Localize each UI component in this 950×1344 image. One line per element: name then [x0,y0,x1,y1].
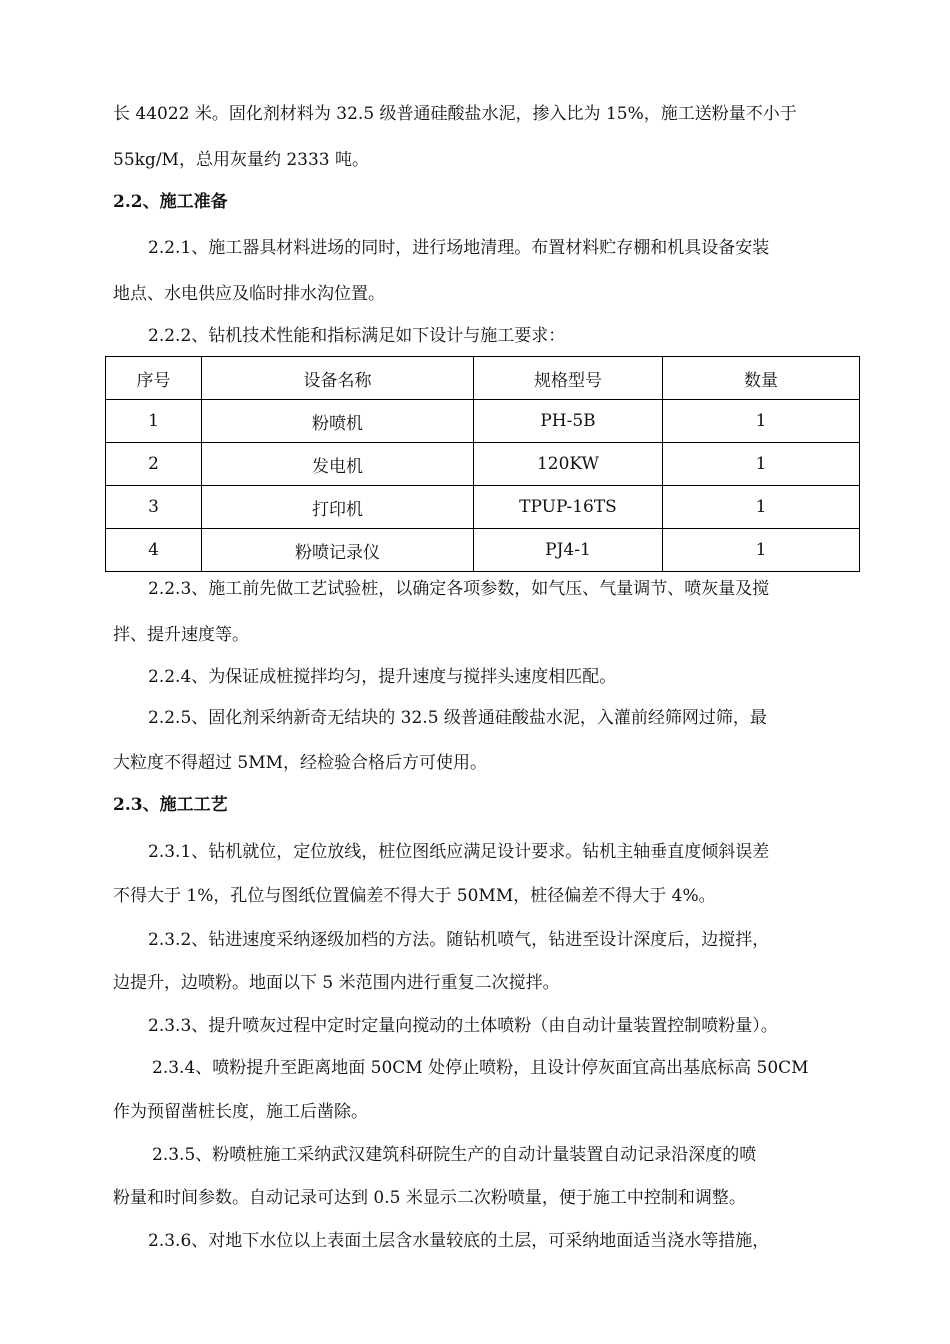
table-cell: 4 [106,529,202,572]
section-heading: 2.3、施工工艺 [113,795,228,815]
paragraph-line: 2.3.3、提升喷灰过程中定时定量向搅动的土体喷粉（由自动计量装置控制喷粉量）。 [148,1016,778,1036]
paragraph-line: 2.3.1、钻机就位，定位放线，桩位图纸应满足设计要求。钻机主轴垂直度倾斜误差 [148,842,770,862]
paragraph-line: 2.2.3、施工前先做工艺试验桩，以确定各项参数，如气压、气量调节、喷灰量及搅 [148,579,770,599]
paragraph-line: 地点、水电供应及临时排水沟位置。 [113,284,385,304]
paragraph-line: 2.2.2、钻机技术性能和指标满足如下设计与施工要求： [148,326,566,346]
paragraph-line: 2.2.1、施工器具材料进场的同时，进行场地清理。布置材料贮存棚和机具设备安装 [148,238,770,258]
table-cell: 3 [106,486,202,529]
paragraph-line: 2.2.5、固化剂采纳新奇无结块的 32.5 级普通硅酸盐水泥，入灌前经筛网过筛，最 [148,708,767,728]
paragraph-line: 2.3.5、粉喷桩施工采纳武汉建筑科研院生产的自动计量装置自动记录沿深度的喷 [152,1145,757,1165]
paragraph-line: 2.3.2、钻进速度采纳逐级加档的方法。随钻机喷气，钻进至设计深度后，边搅拌， [148,930,770,950]
table-header-cell: 数量 [663,357,860,400]
paragraph-line: 2.3.6、对地下水位以上表面土层含水量较底的土层，可采纳地面适当浇水等措施， [148,1231,770,1251]
table-cell: 1 [663,400,860,443]
table-cell: 2 [106,443,202,486]
table-cell: 粉喷记录仪 [202,529,474,572]
table-row [106,400,860,443]
table-cell: 1 [663,529,860,572]
table-header-row [106,357,860,400]
table-cell: 1 [106,400,202,443]
table-cell: 发电机 [202,443,474,486]
table-cell: TPUP-16TS [474,486,663,529]
table-cell: 1 [663,443,860,486]
table-row [106,443,860,486]
table-cell: PJ4-1 [474,529,663,572]
table-header-cell: 设备名称 [202,357,474,400]
table-cell: PH-5B [474,400,663,443]
paragraph-line: 2.2.4、为保证成桩搅拌均匀，提升速度与搅拌头速度相匹配。 [148,667,617,687]
paragraph-line: 55kg/M，总用灰量约 2333 吨。 [113,150,370,170]
paragraph-line: 2.3.4、喷粉提升至距离地面 50CM 处停止喷粉，且设计停灰面宜高出基底标高 50CM [152,1058,809,1078]
table-header-cell: 序号 [106,357,202,400]
table-cell: 打印机 [202,486,474,529]
paragraph-line: 大粒度不得超过 5MM，经检验合格后方可使用。 [113,753,488,773]
paragraph-line: 长 44022 米。固化剂材料为 32.5 级普通硅酸盐水泥，掺入比为 15%，施工送粉量不小于 [113,104,797,124]
table-header-cell: 规格型号 [474,357,663,400]
table-row [106,486,860,529]
equipment-table [105,356,860,572]
paragraph-line: 不得大于 1%，孔位与图纸位置偏差不得大于 50MM，桩径偏差不得大于 4%。 [113,886,716,906]
table-row [106,529,860,572]
paragraph-line: 拌、提升速度等。 [113,625,249,645]
paragraph-line: 边提升，边喷粉。地面以下 5 米范围内进行重复二次搅拌。 [113,973,560,993]
table-cell: 120KW [474,443,663,486]
paragraph-line: 作为预留凿桩长度，施工后凿除。 [113,1102,368,1122]
table-cell: 粉喷机 [202,400,474,443]
paragraph-line: 粉量和时间参数。自动记录可达到 0.5 米显示二次粉喷量，便于施工中控制和调整。 [113,1188,746,1208]
section-heading: 2.2、施工准备 [113,192,228,212]
table-cell: 1 [663,486,860,529]
